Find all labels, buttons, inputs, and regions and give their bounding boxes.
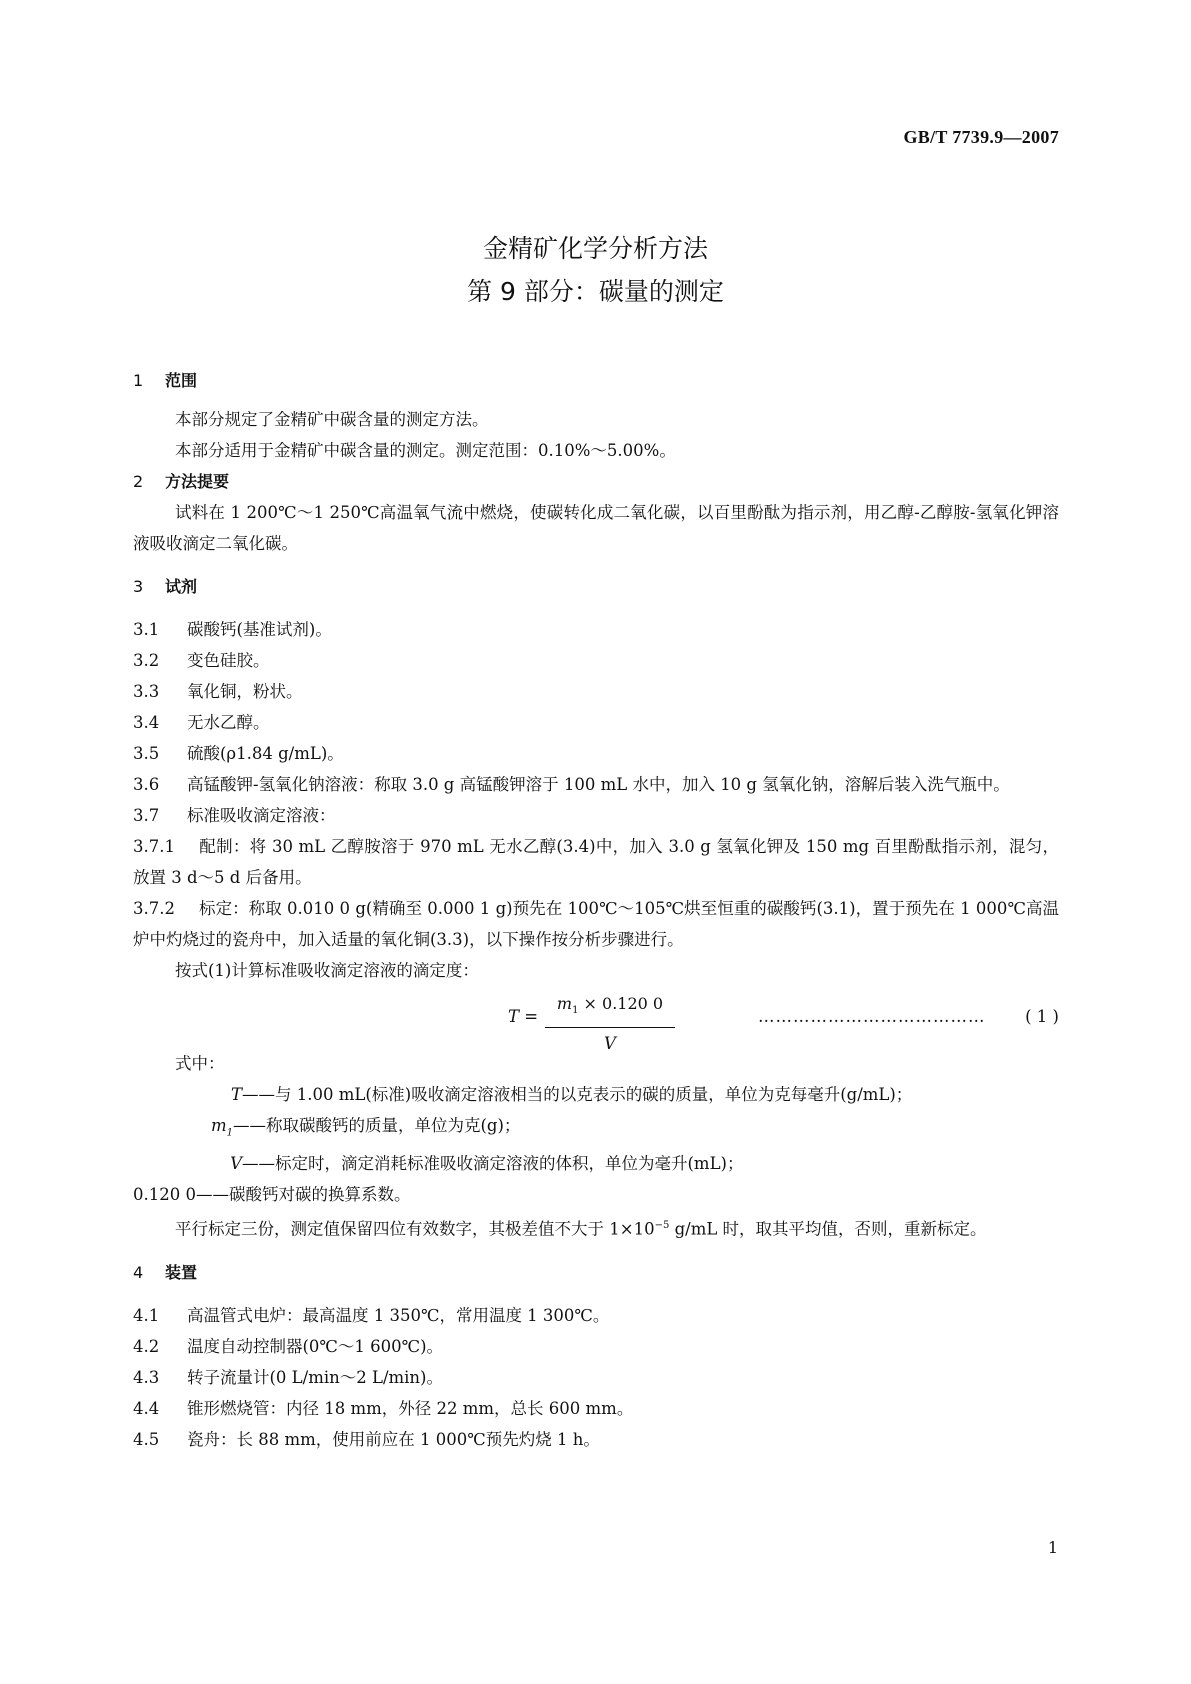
- paragraph: 本部分规定了金精矿中碳含量的测定方法。: [175, 410, 489, 429]
- list-item: 4.2 温度自动控制器(0℃～1 600℃)。: [133, 1336, 444, 1356]
- list-item: 3.1 碳酸钙(基准试剂)。: [133, 620, 332, 639]
- list-item: 4.1 高温管式电炉：最高温度 1 350℃，常用温度 1 300℃。: [133, 1305, 610, 1325]
- document-body: [133, 365, 1059, 1455]
- definition-item: 0.120 0——碳酸钙对碳的换算系数。: [133, 1185, 411, 1205]
- section-heading-scope: 1 范围: [133, 371, 198, 390]
- formula-number: ( 1 ): [1025, 1007, 1059, 1026]
- definition-item: $m_1——$称取碳酸钙的质量，单位为克(g)；: [210, 1116, 521, 1139]
- list-item: 3.6 高锰酸钾-氢氧化钠溶液：称取 3.0 g 高锰酸钾溶于 100 mL 水中，加入 10 g 氢氧化钠，溶解后装入洗气瓶中。: [133, 775, 1010, 794]
- formula-fraction: [545, 988, 675, 1059]
- definition-item: T——与 1.00 mL(标准)吸收滴定溶液相当的以克表示的碳的质量，单位为克每毫升(g/mL)；: [230, 1085, 913, 1104]
- calc-intro: 按式(1)计算标准吸收滴定溶液的滴定度：: [175, 961, 479, 980]
- paragraph: 试料在 1 200℃～1 250℃高温氧气流中燃烧，使碳转化成二氧化碳，以百里酚酞为指示剂，用乙醇-乙醇胺-氢氧化钾溶液吸收滴定二氧化碳。: [133, 503, 1059, 553]
- formula-numerator: $m_1 \times 0.120$ 0: [545, 988, 675, 1028]
- paragraph: 平行标定三份，测定值保留四位有效数字，其极差值不大于 $1\times 10^{-5}$ g/mL 时，取其平均值，否则，重新标定。: [175, 1219, 987, 1239]
- page-number: 1: [1047, 1538, 1058, 1557]
- title-line-2: 第 9 部分：碳量的测定: [467, 277, 724, 306]
- paragraph: 本部分适用于金精矿中碳含量的测定。测定范围：0.10%～5.00%。: [175, 441, 676, 460]
- formula-leader-dots: …………………………………: [758, 1007, 986, 1026]
- list-item: 4.5 瓷舟：长 88 mm，使用前应在 1 000℃预先灼烧 1 h。: [133, 1429, 600, 1449]
- list-item: 4.3 转子流量计(0 L/min～2 L/min)。: [133, 1367, 443, 1387]
- document-title: [0, 227, 1191, 313]
- section-heading-principle: 2 方法提要: [133, 472, 230, 491]
- formula-lhs: T =: [508, 1007, 539, 1026]
- list-item: 3.5 硫酸(ρ1.84 g/mL)。: [133, 744, 344, 763]
- definition-item: V——标定时，滴定消耗标准吸收滴定溶液的体积，单位为毫升(mL)；: [230, 1154, 744, 1174]
- list-item: 3.7 标准吸收滴定溶液：: [133, 806, 336, 825]
- where-label: 式中：: [175, 1054, 225, 1073]
- list-item: 3.2 变色硅胶。: [133, 651, 270, 670]
- formula-denominator: V: [604, 1034, 616, 1054]
- formula-1: [133, 988, 1059, 1054]
- standard-code: GB/T 7739.9—2007: [903, 127, 1059, 147]
- title-line-1: 金精矿化学分析方法: [482, 234, 708, 263]
- section-heading-reagents: 3 试剂: [133, 577, 198, 596]
- list-item: 3.7.1 配制：将 30 mL 乙醇胺溶于 970 mL 无水乙醇(3.4)中，加入 3.0 g 氢氧化钾及 150 mg 百里酚酞指示剂，混匀，放置 3 d～5 d 后备用。: [133, 837, 1059, 887]
- list-item: 3.4 无水乙醇。: [133, 713, 270, 732]
- list-item: 3.7.2 标定：称取 0.010 0 g(精确至 0.000 1 g)预先在 100℃～105℃烘至恒重的碳酸钙(3.1)，置于预先在 1 000℃高温炉中灼烧过的瓷舟中，加入适量的氧化铜(3.3)，以下操作按分析步骤进行。: [133, 899, 1059, 949]
- list-item: 3.3 氧化铜，粉状。: [133, 682, 303, 701]
- list-item: 4.4 锥形燃烧管：内径 18 mm，外径 22 mm，总长 600 mm。: [133, 1398, 634, 1418]
- section-heading-apparatus: 4 装置: [133, 1262, 198, 1282]
